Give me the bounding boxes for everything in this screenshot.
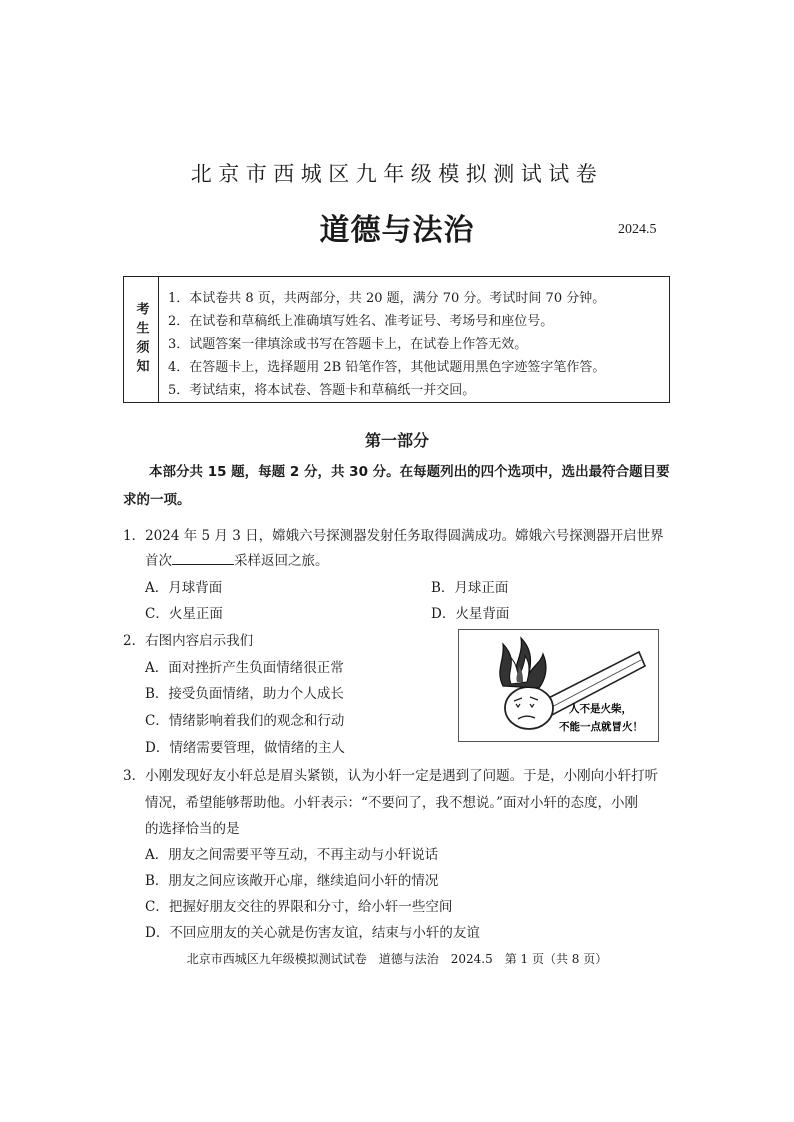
- q2-option-a: A．面对挫折产生负面情绪很正常: [145, 660, 344, 676]
- q3-option-d: D．不回应朋友的关心就是伤害友谊，结束与小轩的友谊: [145, 925, 480, 941]
- notice-item: 3．试题答案一律填涂或书写在答题卡上，在试卷上作答无效。: [168, 337, 528, 352]
- q3-stem-line2: 情况，希望能够帮助他。小轩表示：“不要问了，我不想说。”面对小轩的态度，小刚: [145, 795, 639, 811]
- q1-stem-pre: 首次: [145, 553, 172, 569]
- q1-stem-line1: 1．2024 年 5 月 3 日，嫦娥六号探测器发射任务取得圆满成功。嫦娥六号探测器开启世界: [123, 528, 664, 544]
- exam-title: 北京市西城区九年级模拟测试试卷: [190, 162, 604, 186]
- page-footer: 北京市西城区九年级模拟测试试卷 道德与法治 2024.5 第 1 页（共 8 页）: [186, 952, 608, 966]
- figure-caption-line1: 人不是火柴，: [569, 703, 632, 715]
- q3-stem-line3: 的选择恰当的是: [145, 821, 240, 837]
- q2-option-b: B．接受负面情绪，助力个人成长: [145, 686, 344, 702]
- q1-option-d: D．火星背面: [431, 606, 510, 622]
- q1-stem-line2: [145, 549, 329, 569]
- notice-list: [168, 287, 665, 402]
- q3-option-a: A．朋友之间需要平等互动，不再主动与小轩说话: [145, 847, 439, 863]
- match-head-illustration: [459, 630, 658, 741]
- notice-item: 1．本试卷共 8 页，共两部分，共 20 题，满分 70 分。考试时间 70 分钟。: [168, 291, 606, 306]
- match-cartoon-figure: [458, 629, 659, 742]
- part-one-title: 第一部分: [364, 431, 429, 450]
- notice-item: 4．在答题卡上，选择题用 2B 铅笔作答，其他试题用黑色字迹签字笔作答。: [168, 360, 606, 375]
- exam-date: 2024.5: [618, 222, 657, 237]
- q3-stem-line1: 3．小刚发现好友小轩总是眉头紧锁，认为小轩一定是遇到了问题。于是，小刚向小轩打听: [123, 768, 659, 784]
- part-one-instructions: 本部分共 15 题，每题 2 分，共 30 分。在每题列出的四个选项中，选出最符合题目要求的一项。: [123, 464, 670, 508]
- notice-item: 5．考试结束，将本试卷、答题卡和草稿纸一并交回。: [168, 383, 476, 398]
- q1-answer-blank: [172, 552, 234, 565]
- q3-option-b: B．朋友之间应该敞开心扉，继续追问小轩的情况: [145, 873, 439, 889]
- q1-option-a: A．月球背面: [145, 580, 223, 596]
- q3-option-c: C．把握好朋友交往的界限和分寸，给小轩一些空间: [145, 899, 453, 915]
- figure-caption-line2: 不能一点就冒火！: [559, 721, 643, 733]
- notice-label-cell: [124, 277, 159, 402]
- notice-item: 2．在试卷和草稿纸上准确填写姓名、准考证号、考场号和座位号。: [168, 314, 554, 329]
- q2-option-d: D．情绪需要管理，做情绪的主人: [145, 740, 345, 756]
- q2-option-c: C．情绪影响着我们的观念和行动: [145, 713, 345, 729]
- exam-notice-box: [123, 276, 670, 403]
- q1-option-b: B．月球正面: [431, 580, 509, 596]
- q2-stem: 2．右图内容启示我们: [123, 633, 254, 649]
- subject-title: 道德与法治: [319, 213, 475, 248]
- notice-label: 考生须知: [133, 301, 149, 378]
- q1-stem-post: 采样返回之旅。: [234, 553, 329, 569]
- q1-option-c: C．火星正面: [145, 606, 223, 622]
